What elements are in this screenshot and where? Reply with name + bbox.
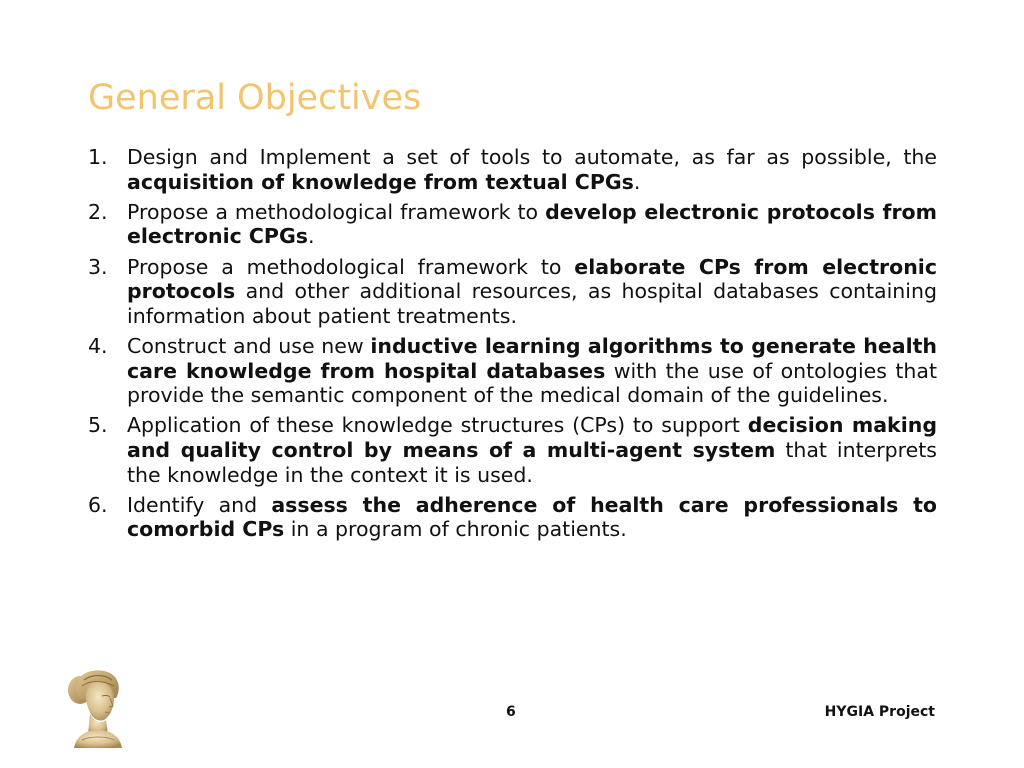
page-number: 6 xyxy=(506,704,516,720)
objective-segment: in a program of chronic patients. xyxy=(284,517,627,542)
objective-segment: Design and Implement a set of tools to automate, as far as possible, the xyxy=(127,145,937,169)
objective-text xyxy=(127,200,937,249)
objective-number: 5. xyxy=(88,413,108,438)
objective-segment: with the use of ontologies that provide the semantic component of the medical domain of the guidelines. xyxy=(127,358,937,408)
objective-highlight: decision making and quality control by means of a multi-agent system xyxy=(127,413,937,462)
objective-text xyxy=(127,413,937,487)
objective-item xyxy=(88,493,937,542)
objective-item xyxy=(88,145,937,194)
objective-segment: that interprets the knowledge in the context it is used. xyxy=(127,437,937,487)
project-name: HYGIA Project xyxy=(824,704,935,720)
objective-text xyxy=(127,334,937,408)
objective-highlight: elaborate CPs from electronic protocols xyxy=(127,254,937,304)
objective-segment: Application of these knowledge structures (CPs) to support xyxy=(127,413,748,438)
slide-title: General Objectives xyxy=(88,78,422,118)
objective-highlight: develop electronic protocols from electronic CPGs xyxy=(127,199,937,249)
statue-bust-icon xyxy=(64,664,132,748)
objective-number: 3. xyxy=(88,254,108,279)
objective-segment: Propose a methodological framework to xyxy=(127,254,575,279)
objective-item xyxy=(88,255,937,329)
objective-text xyxy=(127,493,937,542)
objective-segment: and other additional resources, as hospital databases containing information about patient treatments. xyxy=(127,279,937,328)
objective-item xyxy=(88,413,937,487)
objective-item xyxy=(88,334,937,408)
objective-segment: Identify and xyxy=(127,492,272,517)
objective-segment: Propose a methodological framework to xyxy=(127,199,546,224)
objective-segment: . xyxy=(308,224,315,249)
objective-text xyxy=(127,255,937,329)
objective-segment: Construct and use new xyxy=(127,333,371,358)
objective-number: 6. xyxy=(88,492,108,517)
objective-highlight: acquisition of knowledge from textual CPGs xyxy=(127,169,634,194)
objective-highlight: assess the adherence of health care professionals to comorbid CPs xyxy=(127,492,937,542)
objective-number: 1. xyxy=(88,145,108,169)
objective-text xyxy=(127,145,937,194)
objective-item xyxy=(88,200,937,249)
objectives-list xyxy=(88,145,937,547)
objective-segment: . xyxy=(633,169,641,194)
objective-highlight: inductive learning algorithms to generate health care knowledge from hospital databases xyxy=(127,333,937,383)
objective-number: 4. xyxy=(88,333,108,358)
objective-number: 2. xyxy=(88,199,108,224)
